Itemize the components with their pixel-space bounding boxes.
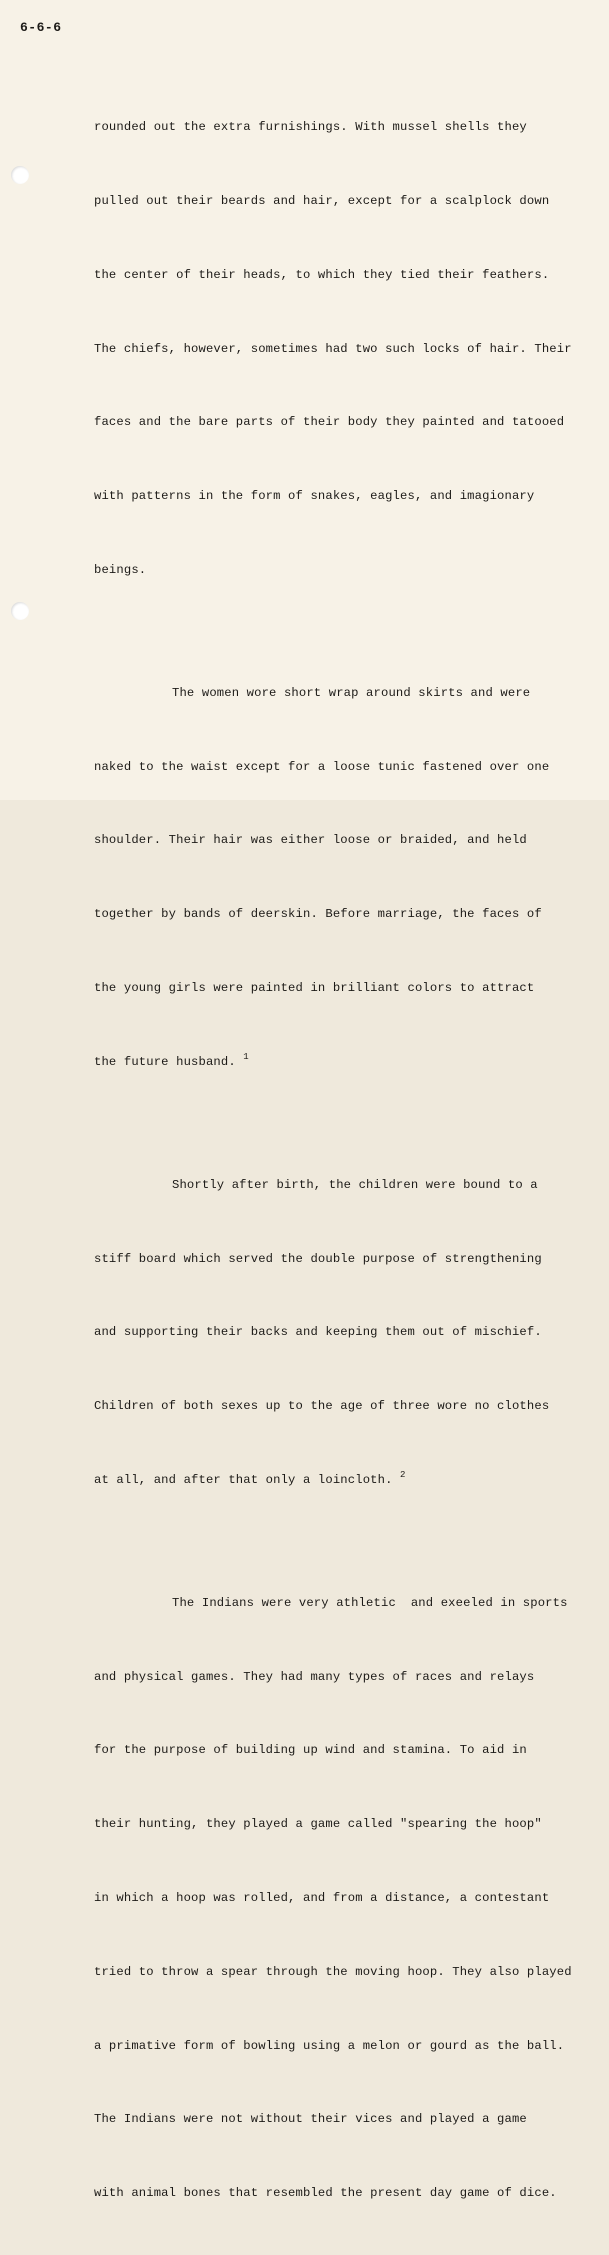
text-line-with-footnote: [94, 1050, 574, 1075]
text-line: The women wore short wrap around skirts and were: [172, 685, 531, 700]
paragraph-athletics: [94, 1542, 574, 2255]
text-line: the center of their heads, to which they tied their feathers.: [94, 267, 550, 282]
text-line: The Indians were not without their vices and played a game: [94, 2112, 527, 2127]
text-line: at all, and after that only a loincloth.: [94, 1472, 393, 1487]
text-line: The chiefs, however, sometimes had two such locks of hair. Their: [94, 341, 572, 356]
text-line: tried to throw a spear through the moving hoop. They also played: [94, 1964, 572, 1979]
text-line: for the purpose of building up wind and stamina. To aid in: [94, 1743, 527, 1758]
footnote-marker: 2: [400, 1469, 406, 1480]
text-line: and supporting their backs and keeping them out of mischief.: [94, 1325, 542, 1340]
text-line: their hunting, they played a game called "spearing the hoop": [94, 1817, 542, 1832]
text-line: pulled out their beards and hair, except for a scalplock down: [94, 193, 550, 208]
paragraph-children: [94, 1124, 574, 1542]
punch-hole-top: [11, 166, 29, 184]
paragraph-women: [94, 632, 574, 1124]
text-line: beings.: [94, 562, 147, 577]
footnote-marker: 1: [243, 1051, 249, 1062]
text-line: Children of both sexes up to the age of three wore no clothes: [94, 1399, 550, 1414]
text-line: together by bands of deerskin. Before marriage, the faces of: [94, 907, 542, 922]
text-line: The Indians were very athletic and exeeled in sports: [172, 1595, 568, 1610]
page-identifier: 6-6-6: [20, 20, 62, 35]
body-text: [94, 66, 574, 2255]
text-line: naked to the waist except for a loose tunic fastened over one: [94, 759, 550, 774]
text-line: faces and the bare parts of their body they painted and tatooed: [94, 415, 565, 430]
text-line: with patterns in the form of snakes, eagles, and imagionary: [94, 489, 535, 504]
text-line: Shortly after birth, the children were bound to a: [172, 1177, 538, 1192]
text-line: stiff board which served the double purpose of strengthening: [94, 1251, 542, 1266]
punch-hole-bottom: [11, 602, 29, 620]
text-line: rounded out the extra furnishings. With mussel shells they: [94, 120, 527, 135]
text-line-with-footnote: [94, 1468, 574, 1493]
text-line: with animal bones that resembled the present day game of dice.: [94, 2186, 557, 2201]
text-line: shoulder. Their hair was either loose or braided, and held: [94, 833, 527, 848]
text-line: the future husband.: [94, 1054, 236, 1069]
text-line: and physical games. They had many types of races and relays: [94, 1669, 535, 1684]
text-line: in which a hoop was rolled, and from a distance, a contestant: [94, 1890, 550, 1905]
paragraph-clothing-continued: [94, 66, 574, 632]
text-line: the young girls were painted in brilliant colors to attract: [94, 980, 535, 995]
text-line: a primative form of bowling using a melon or gourd as the ball.: [94, 2038, 565, 2053]
